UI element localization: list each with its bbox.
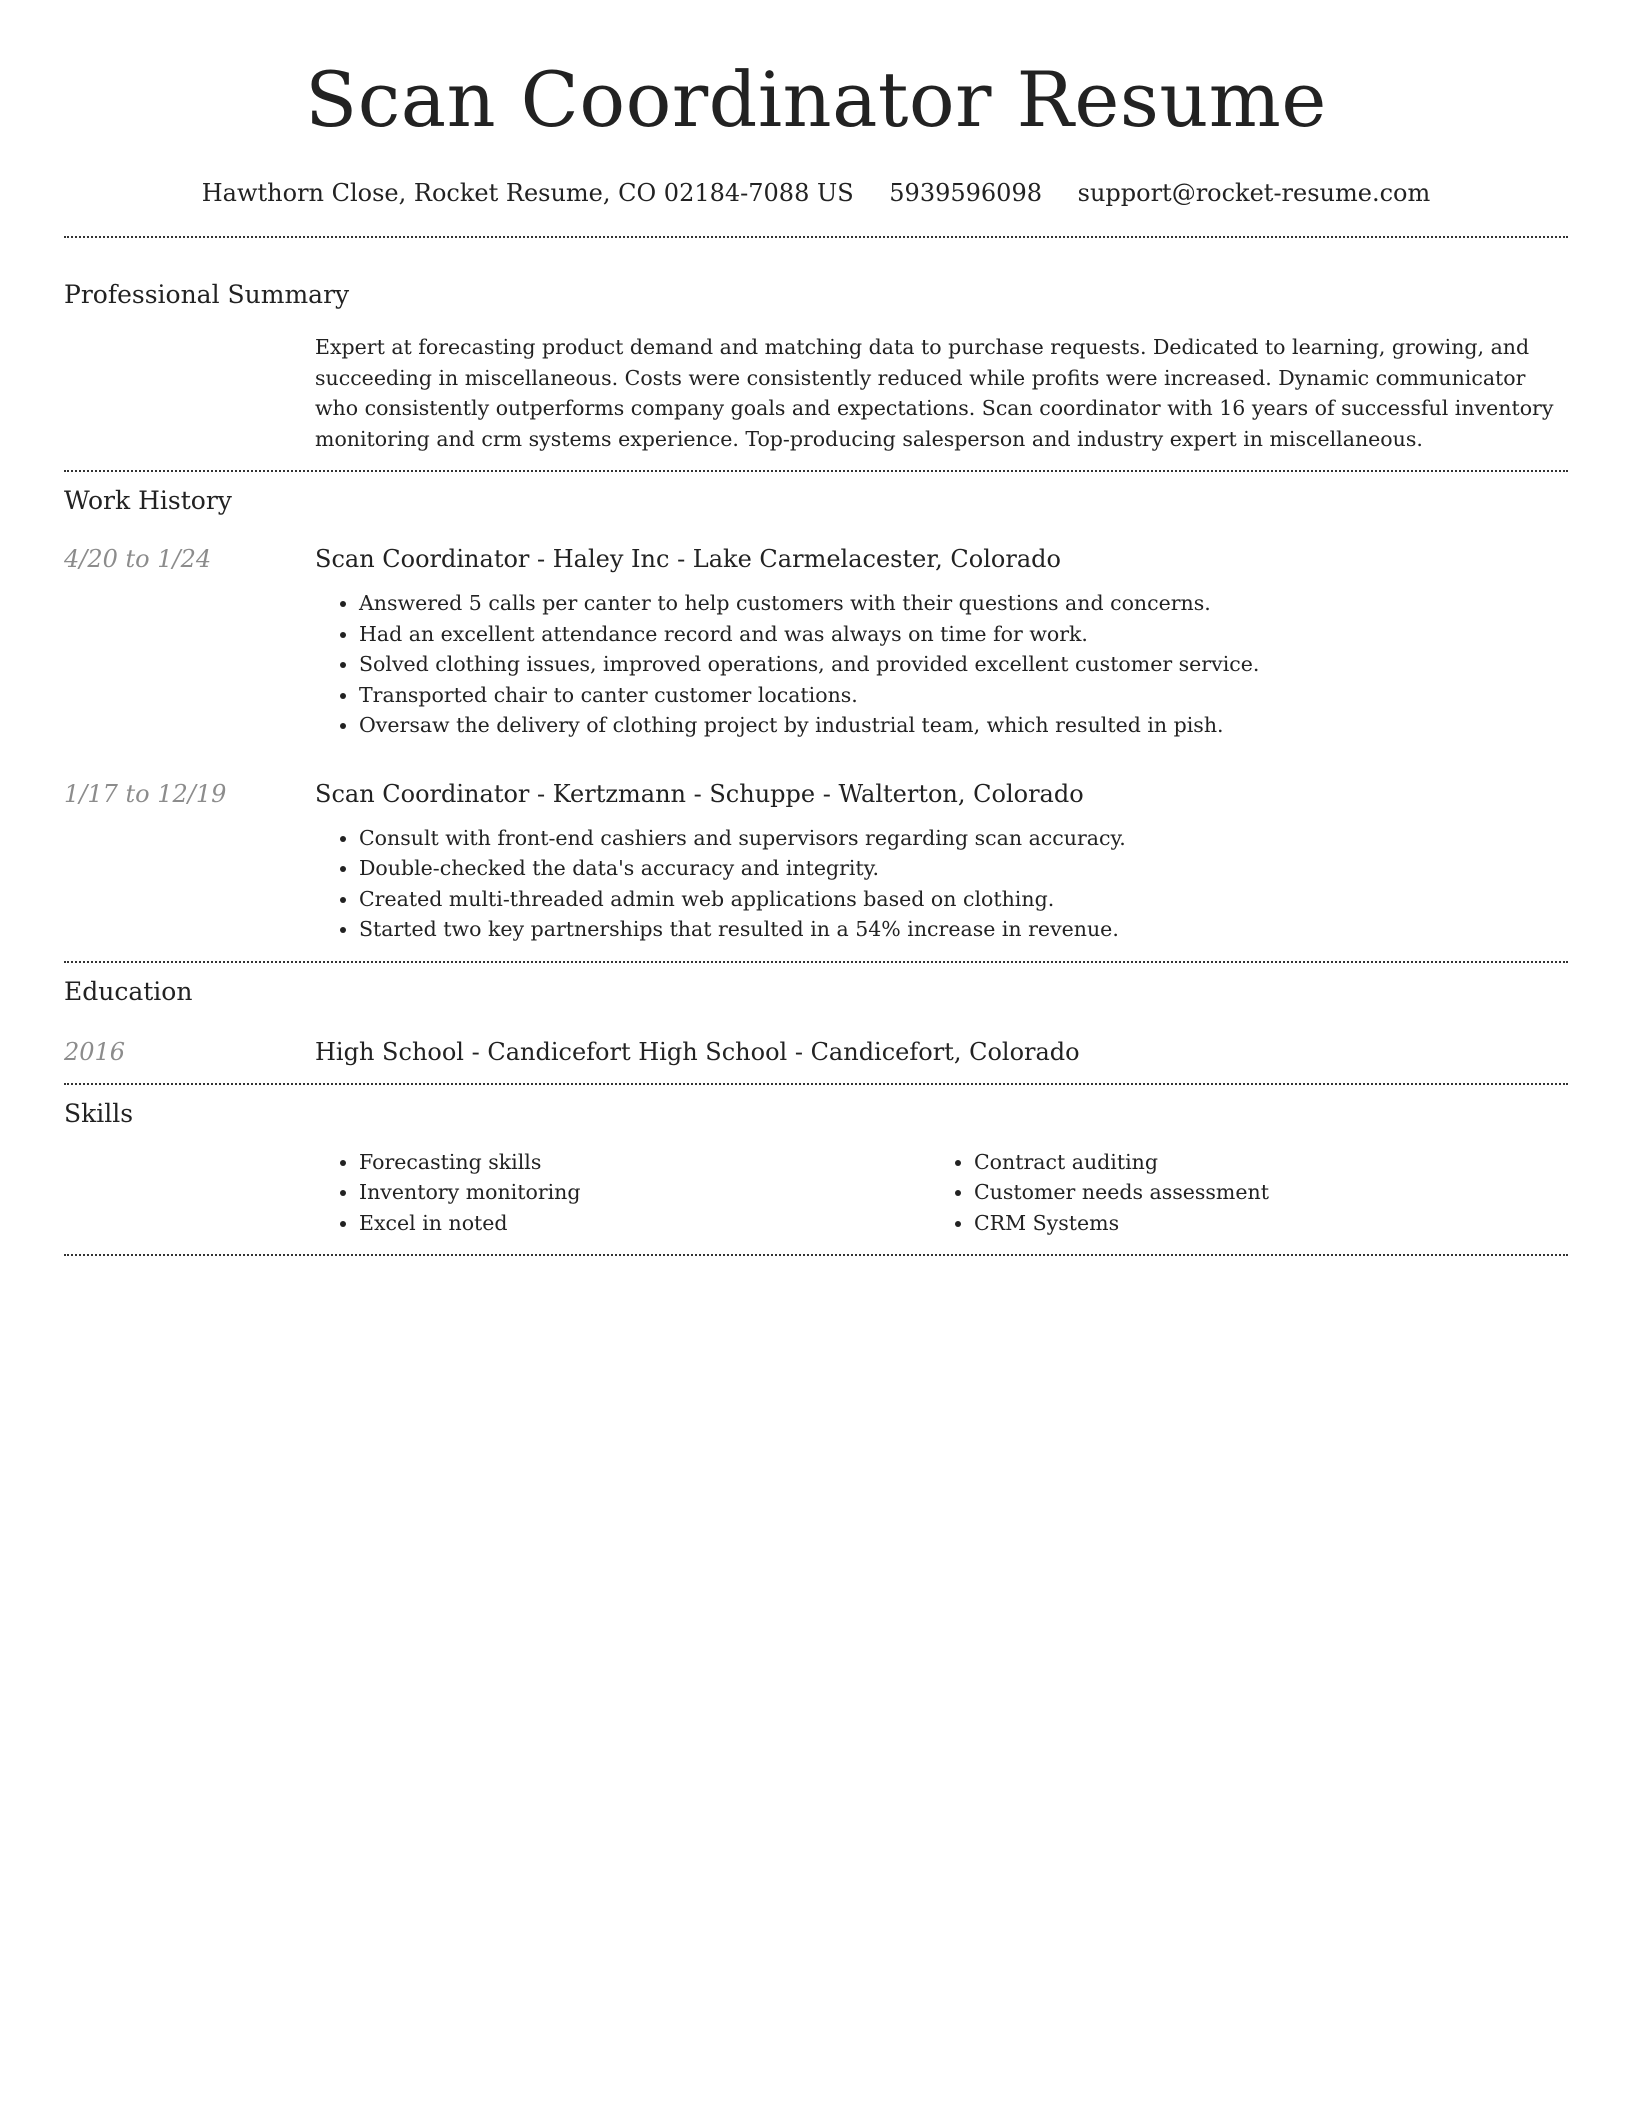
skill-item: • Contract auditing	[974, 1147, 1545, 1178]
job-dates: 1/17 to 12/19	[64, 779, 227, 808]
job-bullet: • Solved clothing issues, improved operations, and provided excellent customer service.	[359, 649, 1568, 680]
skill-item: • CRM Systems	[974, 1208, 1545, 1239]
job-bullets	[315, 588, 1568, 741]
job-title: Scan Coordinator - Kertzmann - Schuppe - Walterton, Colorado	[315, 779, 1084, 808]
skills-list	[315, 1147, 1568, 1255]
contact-line	[64, 176, 1568, 210]
job-bullet: • Started two key partnerships that resulted in a 54% increase in revenue.	[359, 914, 1568, 945]
job-bullet: • Oversaw the delivery of clothing project by industrial team, which resulted in pish.	[359, 710, 1568, 741]
page-title: Scan Coordinator Resume	[305, 55, 1327, 144]
job-bullet: • Consult with front-end cashiers and supervisors regarding scan accuracy.	[359, 823, 1568, 854]
education-entry	[64, 1035, 1568, 1083]
skill-item: • Customer needs assessment	[974, 1177, 1545, 1208]
job-bullet: • Transported chair to canter customer locations.	[359, 680, 1568, 711]
job-dates: 4/20 to 1/24	[64, 545, 212, 573]
education-details: High School - Candicefort High School - Candicefort, Colorado	[315, 1037, 1080, 1066]
skill-item: • Forecasting skills	[359, 1147, 930, 1178]
divider	[64, 1083, 1568, 1085]
job-bullet: • Double-checked the data's accuracy and integrity.	[359, 853, 1568, 884]
skills-heading: Skills	[64, 1098, 134, 1128]
contact-email: support@rocket-resume.com	[1077, 179, 1431, 207]
job-entry	[64, 777, 1568, 961]
work-history-heading: Work History	[64, 486, 232, 515]
education-year: 2016	[64, 1037, 126, 1066]
divider	[64, 1254, 1568, 1256]
job-bullet: • Created multi-threaded admin web applications based on clothing.	[359, 884, 1568, 915]
divider	[64, 470, 1568, 472]
summary-text: Expert at forecasting product demand and matching data to purchase requests. Dedicated to learning, growing, and succeeding in miscellaneous. Costs were consistently reduced while profits were increased. Dynamic communicator who consistently outperforms company goals and expectations. Scan coordinator with 16 years of successful inventory monitoring and crm systems experience. Top-producing salesperson and industry expert in miscellaneous.	[315, 335, 1554, 451]
summary-heading: Professional Summary	[64, 280, 350, 309]
skills-column-right	[930, 1147, 1545, 1239]
job-title: Scan Coordinator - Haley Inc - Lake Carmelacester, Colorado	[315, 545, 1061, 573]
job-bullets	[315, 823, 1568, 945]
contact-phone: 5939596098	[889, 179, 1042, 207]
job-entry	[64, 542, 1568, 741]
job-bullet: • Answered 5 calls per canter to help customers with their questions and concerns.	[359, 588, 1568, 619]
contact-address: Hawthorn Close, Rocket Resume, CO 02184-7088 US	[201, 179, 854, 207]
skill-item: • Inventory monitoring	[359, 1177, 930, 1208]
education-heading: Education	[64, 976, 193, 1006]
job-details	[315, 542, 1568, 741]
divider	[64, 236, 1568, 238]
skills-column-left	[315, 1147, 930, 1239]
job-details	[315, 777, 1568, 945]
skill-item: • Excel in noted	[359, 1208, 930, 1239]
job-bullet: • Had an excellent attendance record and was always on time for work.	[359, 619, 1568, 650]
divider	[64, 961, 1568, 963]
